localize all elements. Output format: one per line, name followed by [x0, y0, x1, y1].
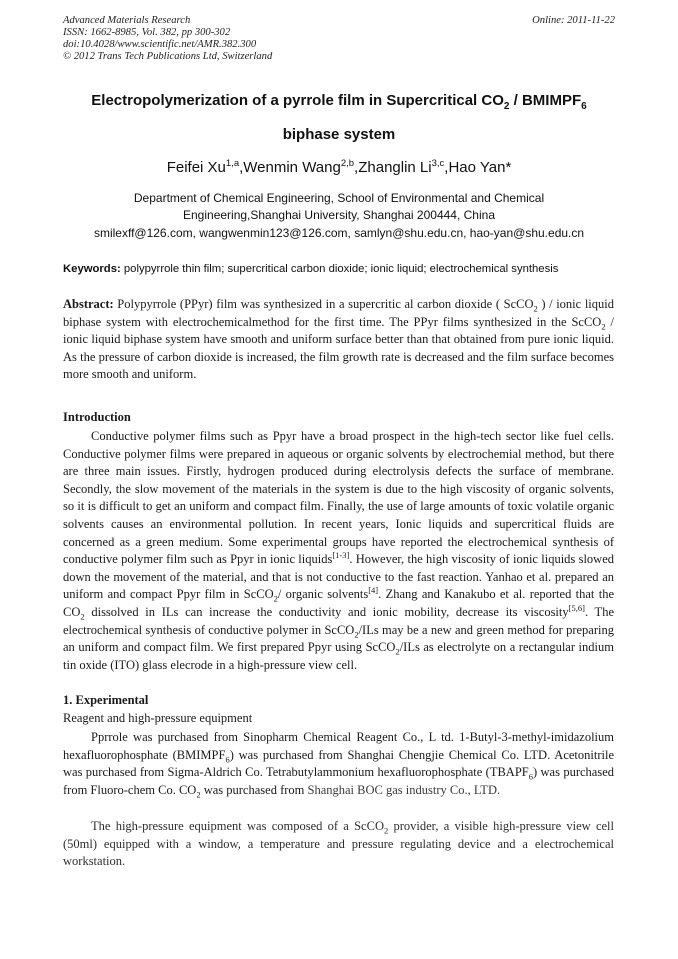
- intro-text: /ILs as electrolyte on a rectangular indium tin oxide (ITO) glass elecrode in a high-pressure view cell.: [63, 640, 614, 672]
- intro-text: . Zhang and Kanakubo et al. reported that the CO: [63, 587, 614, 619]
- equipment-text: The high-pressure equipment was composed of a ScCO: [91, 819, 384, 833]
- abstract-label: Abstract:: [63, 297, 114, 311]
- citation-ref: [1-3]: [332, 550, 350, 560]
- journal-name: Advanced Materials Research: [63, 15, 191, 26]
- intro-text: . The electrochemical synthesis of conductive polymer in ScCO: [63, 604, 614, 637]
- reagent-text: ) was purchased from Fluoro-chem Co. CO: [63, 765, 614, 797]
- equipment-paragraph: [63, 818, 614, 871]
- abstract-sub: 2: [601, 321, 606, 332]
- intro-text: dissolved in ILs can increase the conductivity and ionic mobility, decrease its viscosity: [84, 604, 569, 619]
- equipment-text: provider, a visible high-pressure view cell (50ml) equipped with a window, a temperature and pressure regulating device and a electrochemical workstation.: [63, 819, 614, 869]
- author-sep: ,: [354, 159, 359, 176]
- subsection-heading-reagent: Reagent and high-pressure equipment: [63, 711, 253, 725]
- author-name: Wenmin Wang: [243, 159, 341, 176]
- author-emails: smilexff@126.com, wangwenmin123@126.com, samlyn@shu.edu.cn, hao-yan@shu.edu.cn: [93, 226, 585, 240]
- abstract-text: ) / ionic liquid biphase system with electrochemicalmethod for the first time. The PPyr films synthesized in the ScCO: [63, 297, 614, 329]
- reagent-sub: 6: [225, 754, 230, 765]
- reagent-text: ) was purchased from Shanghai Chengjie Chemical Co. LTD. Acetonitrile was purchased from Sigma-Aldrich Co. Tetrabutylammonium hexafluorophosphate (TBAPF: [63, 747, 615, 780]
- intro-text: Conductive polymer films such as Ppyr have a broad prospect in the high-tech sector like fuel cells. Conductive polymer films were prepared in aqueous or organic solvents by electrochemial method, but there are three main issues. Firstly, hydrogen produced during electrolysis defects the surface of membrane. Secondly, the slow movement of the materials in the system is due to the high viscosity of organic solvents, so it is difficult to get an uniform and compact film. Finally, the use of large amounts of toxic volatile organic solvents causes an environmental pollution. In recent years, Ionic liquids and supercritical fluids are concerned as a green medium. Some experimental groups have reported the electrochemical synthesis of conductive polymer film such as Ppyr in ionic liquids: [63, 429, 614, 567]
- title-text-b: / BMIMPF: [509, 92, 582, 109]
- intro-text: / organic solvents: [277, 587, 369, 602]
- author-name: Feifei Xu: [166, 159, 226, 176]
- paper-title-line1: [40, 92, 638, 112]
- equipment-sub: 2: [383, 825, 389, 836]
- reagent-sub: 6: [528, 771, 533, 782]
- author-list: [40, 158, 638, 176]
- reagent-sub: 2: [196, 789, 201, 800]
- journal-copyright: © 2012 Trans Tech Publications Ltd, Switzerland: [63, 51, 273, 62]
- journal-issn: ISSN: 1662-8985, Vol. 382, pp 300-302: [63, 27, 231, 38]
- intro-sub: 2: [354, 629, 359, 640]
- paper-title-line2: biphase system: [282, 126, 396, 143]
- intro-sub: 2: [273, 593, 278, 604]
- reagent-supplier-text: Shanghai BOC gas industry Co., LTD.: [307, 782, 501, 797]
- title-sub-co2: 2: [503, 101, 510, 112]
- section-heading-experimental: 1. Experimental: [63, 693, 149, 707]
- intro-sub: 2: [395, 646, 400, 657]
- intro-text: . However, the high viscosity of ionic liquids slowed down the movement of the material, and that is not conductive to the fast reaction. Yanhao et al. prepared an uniform and compact Ppyr film in ScCO: [63, 552, 614, 602]
- intro-sub: 2: [80, 611, 85, 622]
- author-sep: ,: [239, 159, 244, 176]
- author-name: Zhanglin Li: [358, 159, 432, 176]
- reagent-text: was purchased from: [200, 782, 308, 797]
- abstract-text: Polypyrrole (PPyr) film was synthesized in a supercritic al carbon dioxide ( ScCO: [113, 297, 534, 311]
- introduction-paragraph: [63, 428, 614, 674]
- keywords-label: Keywords:: [63, 263, 121, 275]
- section-heading-introduction: Introduction: [63, 410, 131, 424]
- abstract-text: / ionic liquid biphase system have smooth and uniform surface better than that obtained from pure ionic liquid. As the pressure of carbon dioxide is increased, the film growth rate is decreased and the film surface becomes more smooth and uniform.: [63, 314, 614, 382]
- keywords-text: polypyrrole thin film; supercritical carbon dioxide; ionic liquid; electrochemical synthesis: [120, 263, 559, 275]
- online-date: Online: 2011-11-22: [532, 15, 615, 26]
- reagent-paragraph: [63, 729, 614, 799]
- author-sep: ,: [444, 159, 449, 176]
- author-affil-mark: 2,b: [340, 158, 355, 169]
- author-affil-mark: 3,c: [431, 158, 445, 169]
- journal-doi: doi:10.4028/www.scientific.net/AMR.382.300: [63, 39, 257, 50]
- abstract-sub: 2: [533, 303, 538, 314]
- citation-ref: [4]: [368, 585, 379, 596]
- journal-header: [63, 15, 363, 63]
- intro-text: /ILs may be a new and green method for preparing an uniform and compact film. We first prepared Ppyr using ScCO: [63, 622, 614, 655]
- author-affil-mark: 1,a: [225, 158, 240, 169]
- abstract: [63, 296, 614, 384]
- affiliation-line1: Department of Chemical Engineering, School of Environmental and Chemical: [133, 191, 545, 205]
- author-name: Hao Yan*: [448, 159, 512, 176]
- affiliation-line2: Engineering,Shanghai University, Shanghai 200444, China: [183, 208, 495, 222]
- reagent-text: Pprrole was purchased from Sinopharm Chemical Reagent Co., L td. 1-Butyl-3-methyl-imidazolium hexafluorophosphate (BMIMPF: [63, 730, 614, 762]
- title-sub-pf6: 6: [581, 101, 587, 112]
- citation-ref: [5,6]: [568, 602, 585, 613]
- title-text-a: Electropolymerization of a pyrrole film in Supercritical CO: [91, 92, 504, 109]
- keywords: [63, 263, 623, 275]
